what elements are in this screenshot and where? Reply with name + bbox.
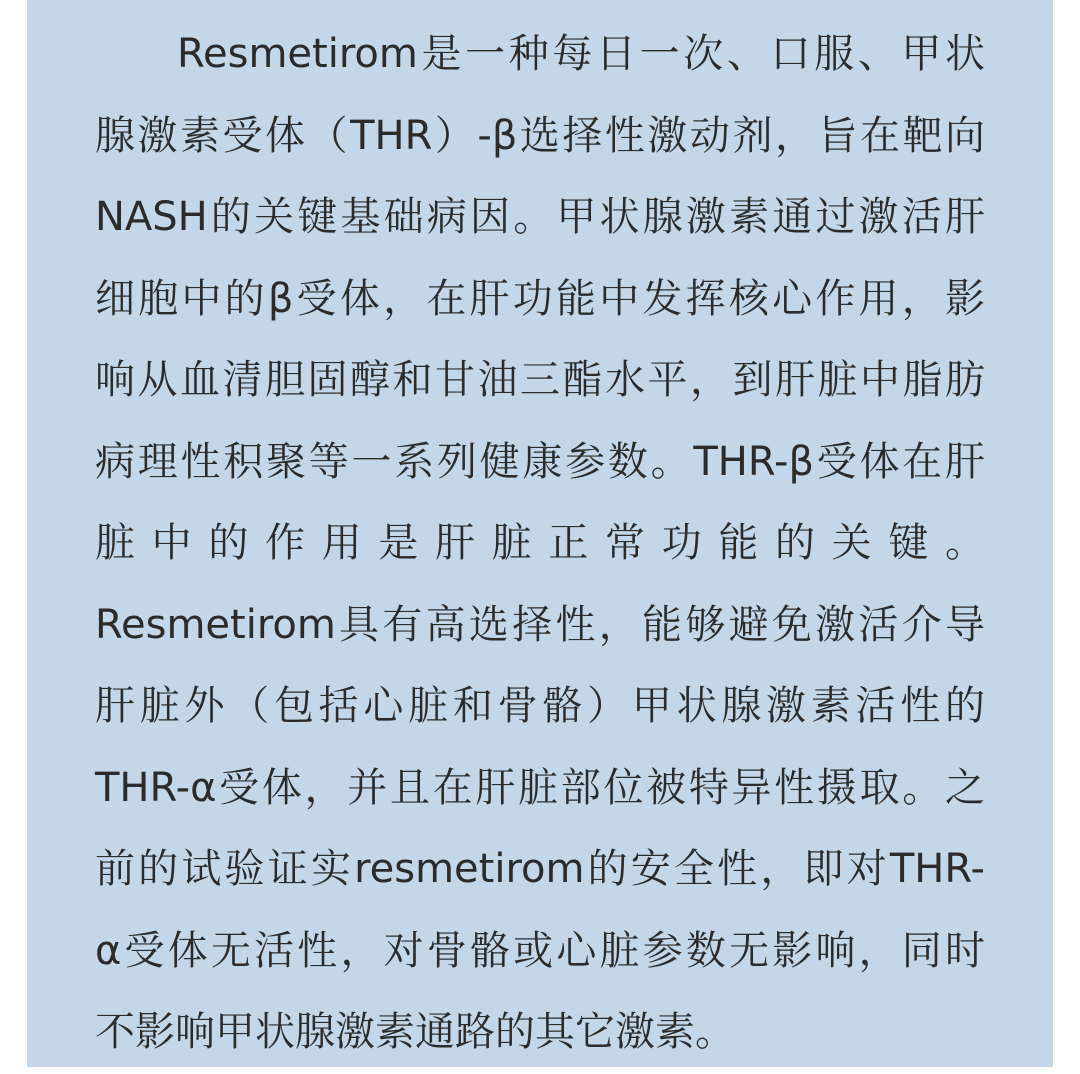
paragraph-line: THR-α受体，并且在肝脏部位被特异性摄取。之: [95, 764, 985, 811]
paragraph-line: 病理性积聚等一系列健康参数。THR-β受体在肝: [95, 438, 985, 485]
paragraph-line: 不影响甲状腺激素通路的其它激素。: [95, 1009, 735, 1055]
paragraph-line: 腺激素受体（THR）-β选择性激动剂，旨在靶向: [95, 112, 985, 159]
paragraph-line: Resmetirom是一种每日一次、口服、甲状: [177, 31, 985, 77]
paragraph-line: 脏 中 的 作 用 是 肝 脏 正 常 功 能 的 关 键 。: [95, 520, 985, 566]
paragraph-line: NASH的关键基础病因。甲状腺激素通过激活肝: [95, 194, 985, 240]
paragraph-line: 细胞中的β受体，在肝功能中发挥核心作用，影: [95, 275, 985, 322]
paragraph-line: α受体无活性，对骨骼或心脏参数无影响，同时: [95, 927, 985, 974]
paragraph-line: 前的试验证实resmetirom的安全性，即对THR-: [95, 846, 985, 892]
paragraph-line: Resmetirom具有高选择性，能够避免激活介导: [95, 601, 985, 648]
paragraph-line: 肝脏外（包括心脏和骨骼）甲状腺激素活性的: [95, 683, 985, 729]
paragraph-line: 响从血清胆固醇和甘油三酯水平，到肝脏中脂肪: [95, 357, 985, 403]
article-paragraph: [95, 14, 985, 1074]
